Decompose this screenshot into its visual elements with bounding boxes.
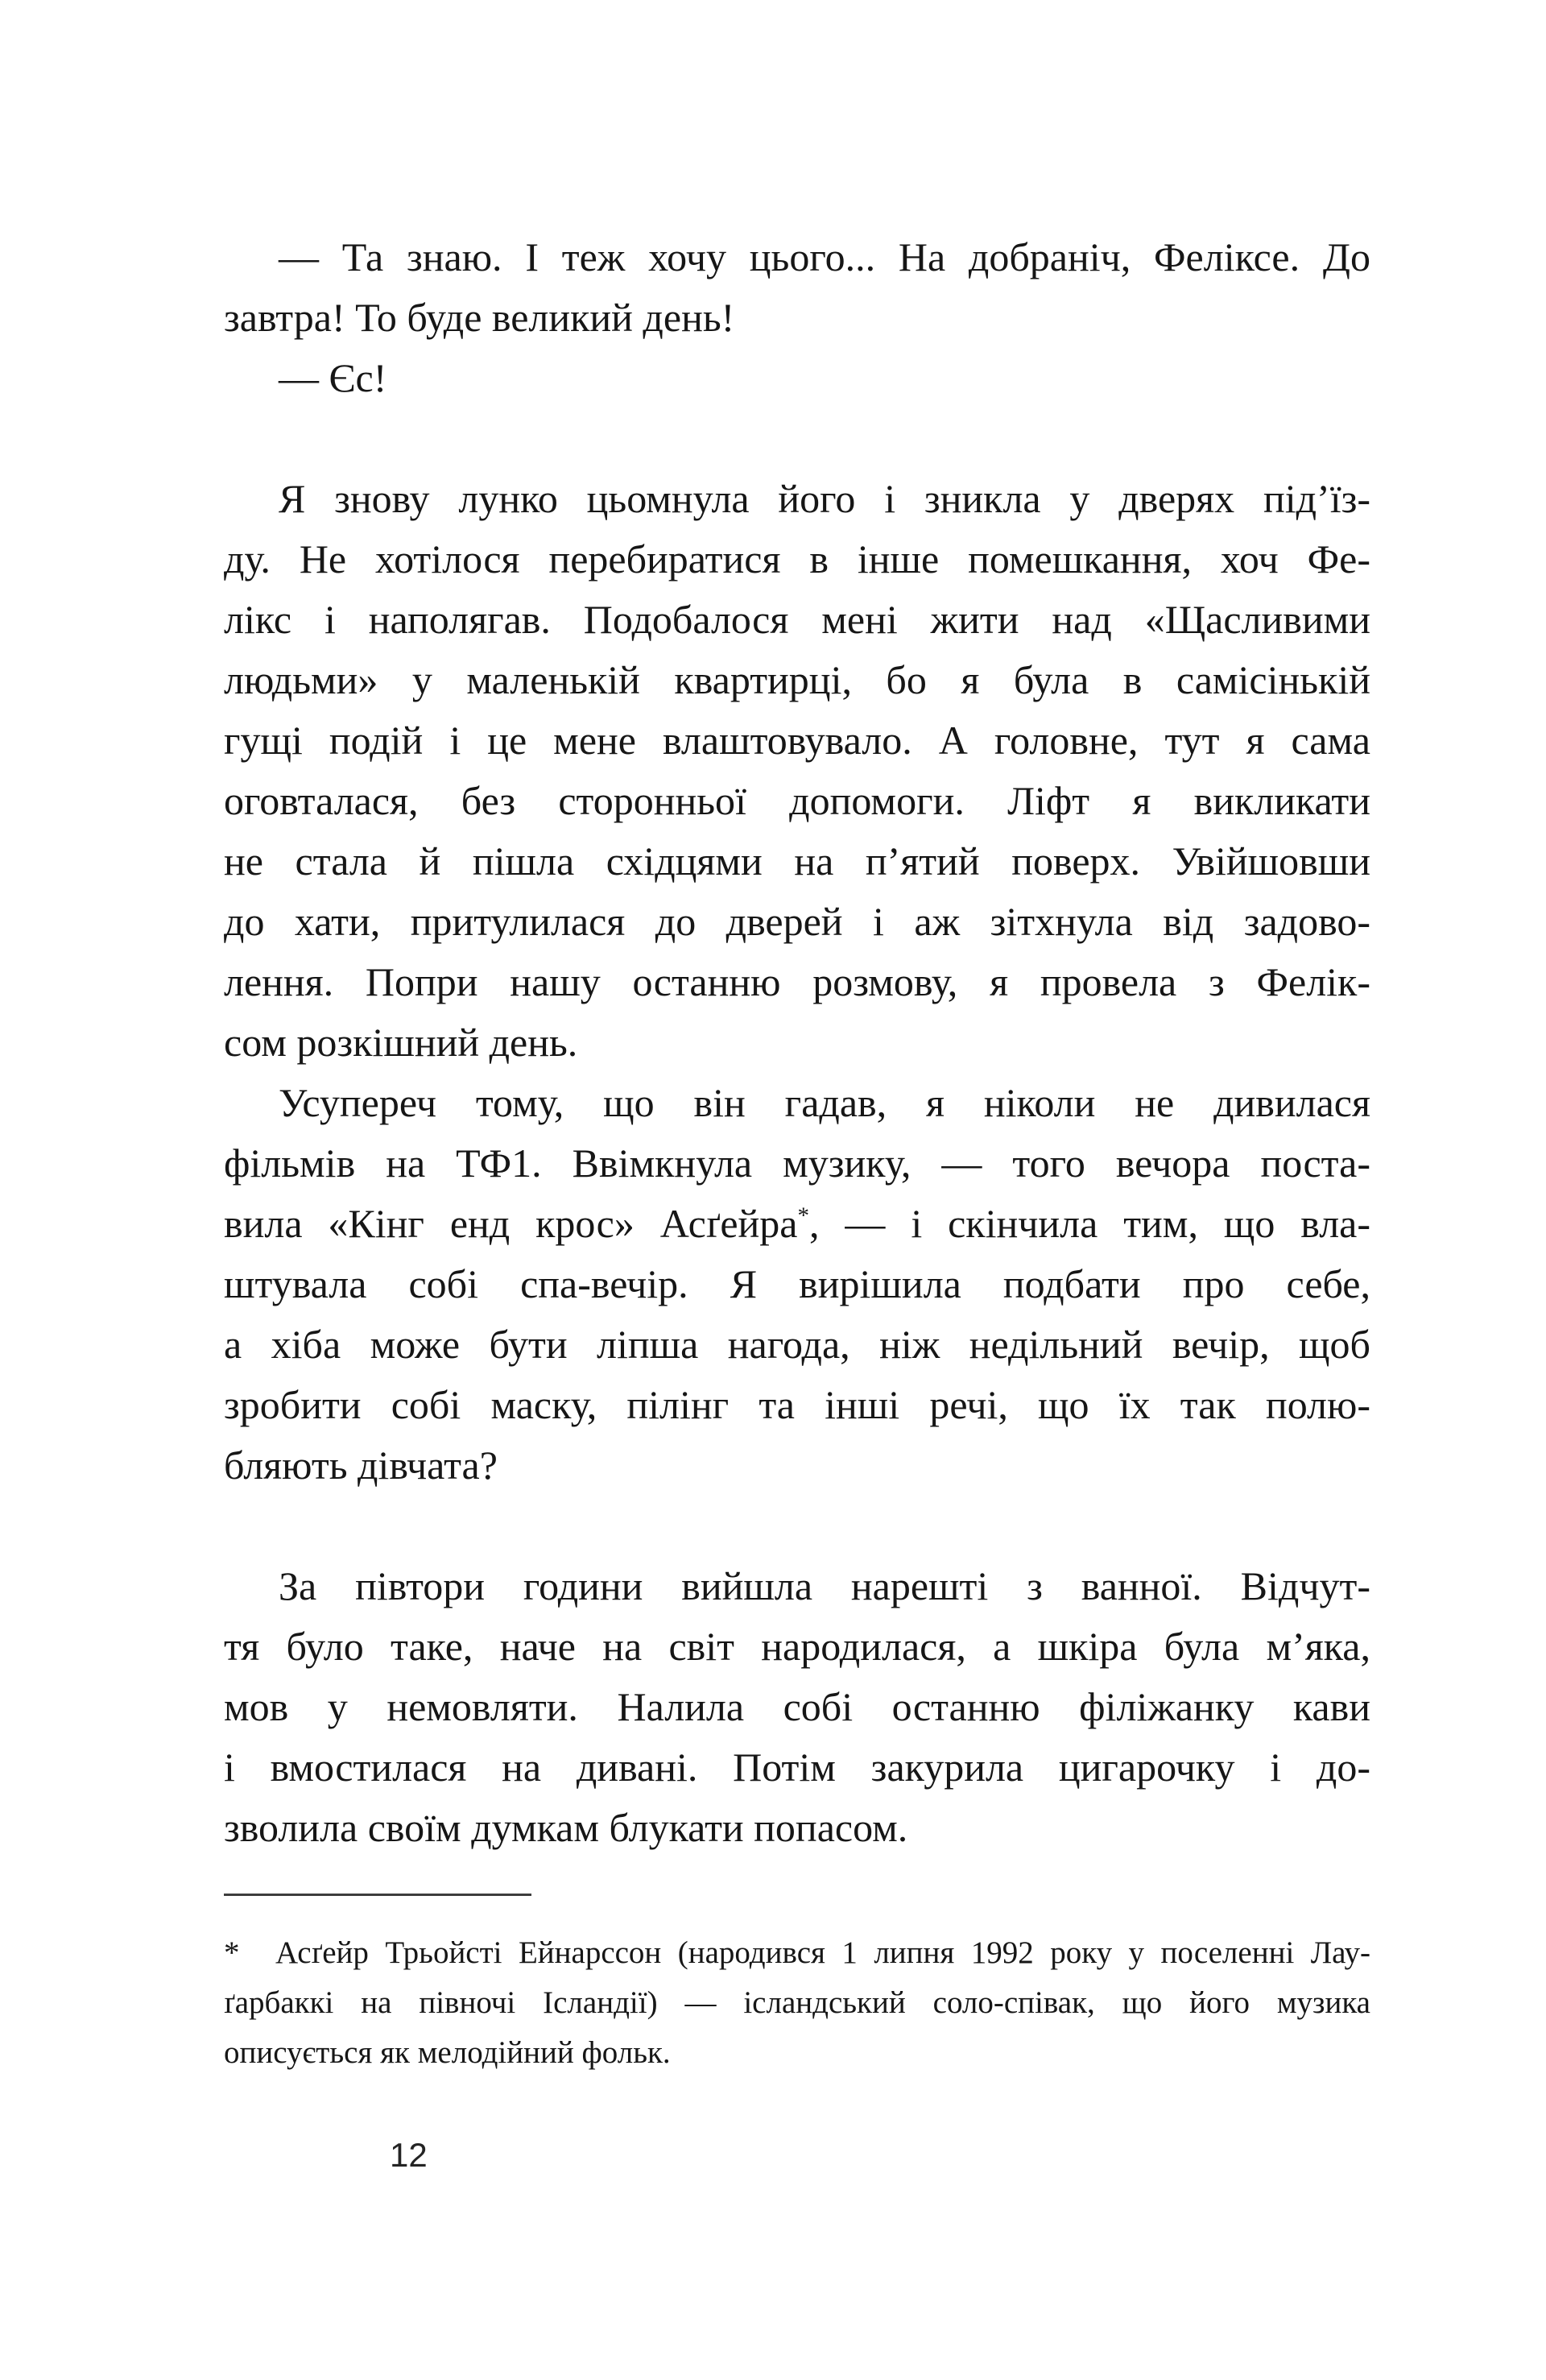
text-line: [224, 1012, 1370, 1073]
text-run: описується як мелодійний фольк.: [224, 2035, 671, 2070]
text-run: За півтори години вийшла нарешті з ванної. Відчут-: [279, 1563, 1370, 1608]
footnote-divider: [224, 1894, 531, 1896]
text-run: зробити собі маску, пілінг та інші речі, що їх так полю-: [224, 1382, 1370, 1427]
text-line: [224, 710, 1370, 771]
text-line: [224, 1798, 1370, 1858]
text-line: [224, 469, 1370, 529]
text-line: [224, 590, 1370, 650]
text-line: [224, 952, 1370, 1012]
text-run: фільмів на ТФ1. Ввімкнула музику, — того вечора поста-: [224, 1140, 1370, 1186]
text-run: штувала собі спа-вечір. Я вирішила подбати про себе,: [224, 1261, 1370, 1306]
footnote-text: [224, 1928, 1370, 2078]
text-run: лікс і наполягав. Подобалося мені жити над «Щасливими: [224, 597, 1370, 642]
text-run: гущі подій і це мене влаштовувало. А головне, тут я сама: [224, 718, 1370, 763]
text-line: [224, 1254, 1370, 1314]
text-run: людьми» у маленькій квартирці, бо я була в самісінькій: [224, 657, 1370, 702]
paragraph: [224, 1556, 1370, 1858]
text-line: [224, 348, 1370, 408]
paragraph: [224, 1073, 1370, 1496]
text-line: [224, 1375, 1370, 1435]
text-run: Асґейр Трьойсті Ейнарссон (народився 1 липня 1992 року у поселенні Лау-: [275, 1935, 1370, 1970]
text-line: [224, 1194, 1370, 1254]
text-line: [224, 288, 1370, 348]
text-line: [224, 1435, 1370, 1496]
text-line: [224, 650, 1370, 710]
text-run: зволила своїм думкам блукати попасом.: [224, 1805, 908, 1850]
footnote-reference-asterisk: *: [797, 1202, 810, 1229]
text-line: [224, 1928, 1370, 1978]
text-line: [224, 771, 1370, 831]
text-line: [224, 1556, 1370, 1616]
text-run: Я знову лунко цьомнула його і зникла у дверях під’їз-: [279, 476, 1370, 521]
text-run: завтра! То буде великий день!: [224, 295, 735, 340]
page-number: 12: [390, 2136, 428, 2174]
paragraph: [224, 227, 1370, 348]
text-run: — Єс!: [279, 355, 387, 400]
paragraph-gap: [224, 1496, 1370, 1556]
text-run: мов у немовляти. Налила собі останню філіжанку кави: [224, 1684, 1370, 1729]
text-run: не стала й пішла східцями на п’ятий поверх. Увійшовши: [224, 838, 1370, 884]
text-line: [224, 1737, 1370, 1798]
paragraph-gap: [224, 408, 1370, 469]
text-run: сом розкішний день.: [224, 1020, 578, 1065]
body-text: [224, 227, 1370, 2078]
text-line: [224, 1616, 1370, 1677]
text-line: [224, 1978, 1370, 2028]
text-run: і вмостилася на дивані. Потім закурила цигарочку і до-: [224, 1745, 1370, 1790]
text-run: — Та знаю. І теж хочу цього... На добраніч, Феліксе. До: [279, 234, 1370, 279]
text-run: а хіба може бути ліпша нагода, ніж недільний вечір, щоб: [224, 1322, 1370, 1367]
text-run: Усупереч тому, що він гадав, я ніколи не дивилася: [279, 1080, 1370, 1125]
text-line: [224, 529, 1370, 590]
paragraph: [224, 348, 1370, 408]
text-run: ґарбаккі на півночі Ісландії) — ісландський соло-співак, що його музика: [224, 1985, 1370, 2020]
text-run: вила «Кінг енд крос» Асґейра: [224, 1201, 798, 1246]
text-line: [224, 1314, 1370, 1375]
text-run: , — і скінчила тим, що вла-: [809, 1201, 1371, 1246]
text-line: [224, 227, 1370, 288]
body-blocks: [224, 227, 1370, 1858]
footnote-block: [224, 1894, 1370, 2078]
text-line: [224, 831, 1370, 892]
text-line: [224, 892, 1370, 952]
text-line: [224, 1073, 1370, 1133]
text-run: оговталася, без сторонньої допомоги. Ліфт я викликати: [224, 778, 1370, 823]
footnote-marker-asterisk: *: [224, 1935, 240, 1970]
text-run: ду. Не хотілося перебиратися в інше помешкання, хоч Фе-: [224, 536, 1370, 582]
text-run: бляють дівчата?: [224, 1442, 498, 1488]
text-run: тя було таке, наче на світ народилася, а шкіра була м’яка,: [224, 1624, 1370, 1669]
text-line: [224, 1133, 1370, 1194]
text-run: до хати, притулилася до дверей і аж зітхнула від задово-: [224, 899, 1370, 944]
text-line: [224, 2028, 1370, 2078]
paragraph: [224, 469, 1370, 1073]
text-line: [224, 1677, 1370, 1737]
text-run: лення. Попри нашу останню розмову, я провела з Фелік-: [224, 959, 1370, 1004]
